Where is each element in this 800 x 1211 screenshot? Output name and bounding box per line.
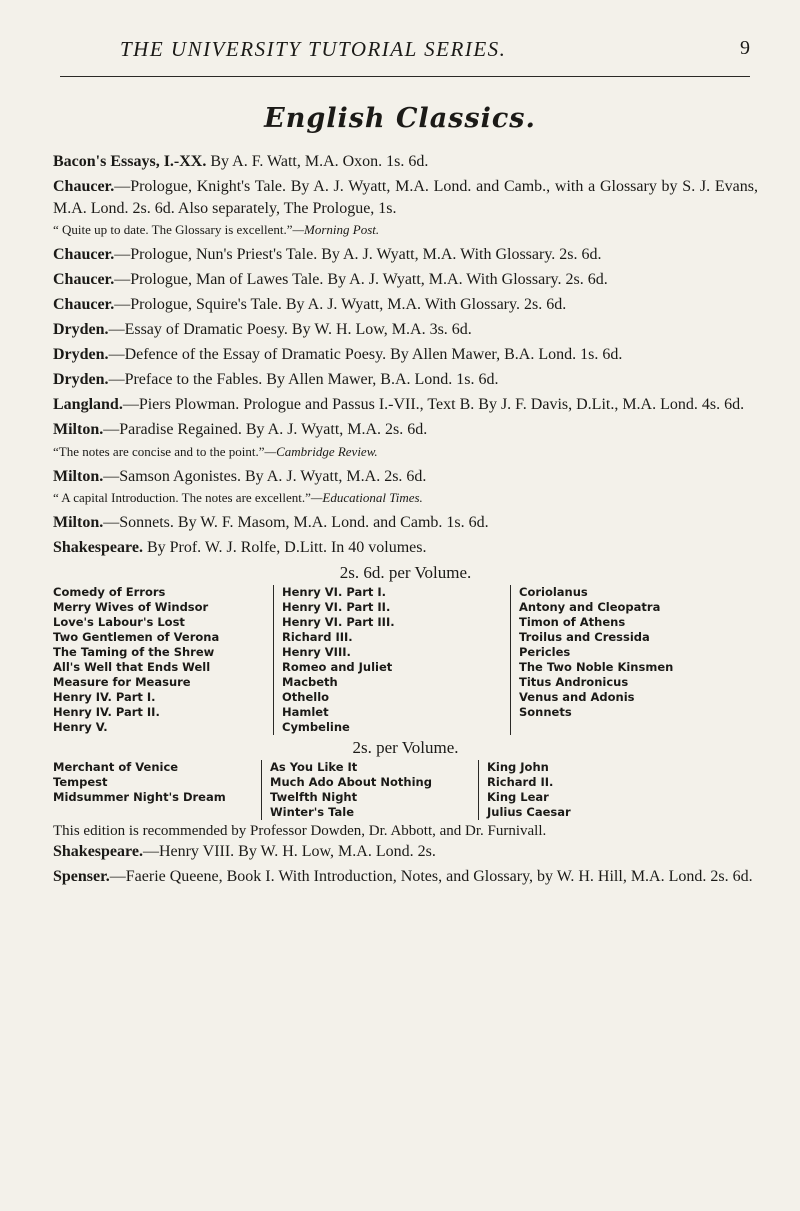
entry-heading: Dryden. xyxy=(53,321,109,338)
entry-text: —Paradise Regained. By A. J. Wyatt, M.A. 2s. 6d. xyxy=(103,421,428,438)
entry-heading: Chaucer. xyxy=(53,246,115,263)
entry-text: By Prof. W. J. Rolfe, D.Litt. In 40 volumes. xyxy=(146,539,427,556)
entry-text: —Piers Plowman. Prologue and Passus I.-VII., Text B. By J. F. Davis, D.Lit., M.A. Lond. 4s. 6d. xyxy=(122,396,745,413)
play-title: Cymbeline xyxy=(282,720,350,734)
play-title: Sonnets xyxy=(519,705,572,719)
play-title: The Taming of the Shrew xyxy=(53,645,215,659)
play-title: Comedy of Errors xyxy=(53,585,166,599)
play-title: Henry VI. Part I. xyxy=(282,585,387,599)
review-source: —Educational Times. xyxy=(310,490,423,505)
entry-heading: Bacon's Essays, I.-XX. xyxy=(53,153,207,170)
entry-list xyxy=(53,151,758,891)
entry-text: —Preface to the Fables. By Allen Mawer, B.A. Lond. 1s. 6d. xyxy=(108,371,499,388)
play-title: All's Well that Ends Well xyxy=(53,660,211,674)
entry-heading: Milton. xyxy=(53,514,104,531)
play-title: Coriolanus xyxy=(519,585,588,599)
play-column xyxy=(53,585,273,735)
play-title: Twelfth Night xyxy=(270,790,358,804)
entry-text: —Henry VIII. By W. H. Low, M.A. Lond. 2s. xyxy=(142,843,436,860)
entry-text: —Prologue, Nun's Priest's Tale. By A. J. Wyatt, M.A. With Glossary. 2s. 6d. xyxy=(114,246,602,263)
page-number: 9 xyxy=(740,37,750,59)
entry-heading: Shakespeare. xyxy=(53,539,143,556)
play-title: Macbeth xyxy=(282,675,338,689)
entry-text: By A. F. Watt, M.A. Oxon. 1s. 6d. xyxy=(210,153,429,170)
play-title: Two Gentlemen of Verona xyxy=(53,630,220,644)
catalogue-entry xyxy=(53,419,758,462)
entry-text: —Samson Agonistes. By A. J. Wyatt, M.A. 2s. 6d. xyxy=(103,467,427,485)
catalogue-entry xyxy=(53,394,758,416)
review-quote: “The notes are concise and to the point.”—Cambridge Review. xyxy=(53,443,378,459)
entry-text: —Prologue, Knight's Tale. By A. J. Wyatt, M.A. Lond. and Camb., with a Glossary by S. J. Evans, M.A. Lond. 2s. 6d. Also separately, The Prologue, 1s. xyxy=(53,178,758,217)
entry-text: —Essay of Dramatic Poesy. By W. H. Low, M.A. 3s. 6d. xyxy=(108,321,472,338)
play-title: Merry Wives of Windsor xyxy=(53,600,209,614)
play-title: Richard III. xyxy=(282,630,353,644)
play-title: Henry IV. Part I. xyxy=(53,690,156,704)
entry-heading: Milton. xyxy=(53,421,104,438)
series-title: THE UNIVERSITY TUTORIAL SERIES. xyxy=(120,37,507,61)
entry-text: —Sonnets. By W. F. Masom, M.A. Lond. and Camb. 1s. 6d. xyxy=(103,514,489,531)
play-title: Measure for Measure xyxy=(53,675,191,689)
review-source: —Morning Post. xyxy=(292,222,380,237)
play-title: Hamlet xyxy=(282,705,329,719)
page-header xyxy=(60,30,750,77)
play-title: Timon of Athens xyxy=(519,615,626,629)
entry-heading: Chaucer. xyxy=(53,271,115,288)
play-title: Midsummer Night's Dream xyxy=(53,790,226,804)
play-title: Henry VI. Part III. xyxy=(282,615,395,629)
play-title: Winter's Tale xyxy=(270,805,355,819)
play-title: Antony and Cleopatra xyxy=(519,600,661,614)
entry-heading: Dryden. xyxy=(53,371,109,388)
entry-text: —Defence of the Essay of Dramatic Poesy. By Allen Mawer, B.A. Lond. 1s. 6d. xyxy=(108,346,623,363)
play-columns-a xyxy=(53,585,758,735)
play-title: Tempest xyxy=(53,775,108,789)
play-title: Venus and Adonis xyxy=(519,690,635,704)
play-column xyxy=(479,760,695,820)
play-title: Merchant of Venice xyxy=(53,760,179,774)
catalogue-entry xyxy=(53,269,758,291)
play-title: Othello xyxy=(282,690,330,704)
play-title: Romeo and Juliet xyxy=(282,660,393,674)
review-quote: “ Quite up to date. The Glossary is excellent.”—Morning Post. xyxy=(53,222,380,237)
entry-heading: Dryden. xyxy=(53,346,109,363)
catalogue-entry xyxy=(53,512,758,534)
play-title: Love's Labour's Lost xyxy=(53,615,185,629)
play-title: King John xyxy=(487,760,549,774)
review-source: —Cambridge Review. xyxy=(264,443,378,459)
play-column xyxy=(53,760,261,820)
play-title: Julius Caesar xyxy=(487,805,571,819)
play-title: King Lear xyxy=(487,790,549,804)
play-column xyxy=(261,760,479,820)
play-title: Pericles xyxy=(519,645,571,659)
review-quote: “ A capital Introduction. The notes are excellent.”—Educational Times. xyxy=(53,490,423,505)
catalogue-entry xyxy=(53,319,758,341)
catalogue-entry xyxy=(53,294,758,316)
catalogue-entry xyxy=(53,841,758,863)
play-title: Henry V. xyxy=(53,720,108,734)
play-title: Henry VIII. xyxy=(282,645,351,659)
catalogue-entry xyxy=(53,866,758,888)
play-title: Troilus and Cressida xyxy=(519,630,650,644)
price-heading: 2s. per Volume. xyxy=(352,738,459,757)
play-title: Much Ado About Nothing xyxy=(270,775,432,789)
entry-text: —Prologue, Squire's Tale. By A. J. Wyatt, M.A. With Glossary. 2s. 6d. xyxy=(114,296,567,313)
play-title: As You Like It xyxy=(270,760,358,774)
entry-heading: Shakespeare. xyxy=(53,843,143,860)
catalogue-entry xyxy=(53,466,758,509)
price-heading: 2s. 6d. per Volume. xyxy=(339,563,472,582)
catalogue-entry xyxy=(53,244,758,266)
entry-text: —Prologue, Man of Lawes Tale. By A. J. Wyatt, M.A. With Glossary. 2s. 6d. xyxy=(114,271,608,288)
entry-heading: Milton. xyxy=(53,467,104,485)
catalogue-entry xyxy=(53,151,758,173)
catalogue-entry xyxy=(53,176,758,241)
entry-heading: Chaucer. xyxy=(53,296,115,313)
play-title: Richard II. xyxy=(487,775,554,789)
shakespeare-entry xyxy=(53,537,758,559)
play-title: Henry IV. Part II. xyxy=(53,705,160,719)
entry-heading: Langland. xyxy=(53,396,123,413)
entry-text: —Faerie Queene, Book I. With Introduction, Notes, and Glossary, by W. H. Hill, M.A. Lond. 2s. 6d. xyxy=(109,868,753,885)
play-columns-b xyxy=(53,760,758,820)
play-title: The Two Noble Kinsmen xyxy=(519,660,674,674)
section-title: English Classics. xyxy=(264,103,536,134)
recommendation-note: This edition is recommended by Professor Dowden, Dr. Abbott, and Dr. Furnivall. xyxy=(53,823,547,839)
catalogue-entry xyxy=(53,369,758,391)
entry-heading: Spenser. xyxy=(53,868,110,885)
entry-heading: Chaucer. xyxy=(53,178,115,195)
play-column xyxy=(273,585,511,735)
play-title: Henry VI. Part II. xyxy=(282,600,391,614)
play-column xyxy=(511,585,727,735)
play-title: Titus Andronicus xyxy=(519,675,629,689)
catalogue-entry xyxy=(53,344,758,366)
